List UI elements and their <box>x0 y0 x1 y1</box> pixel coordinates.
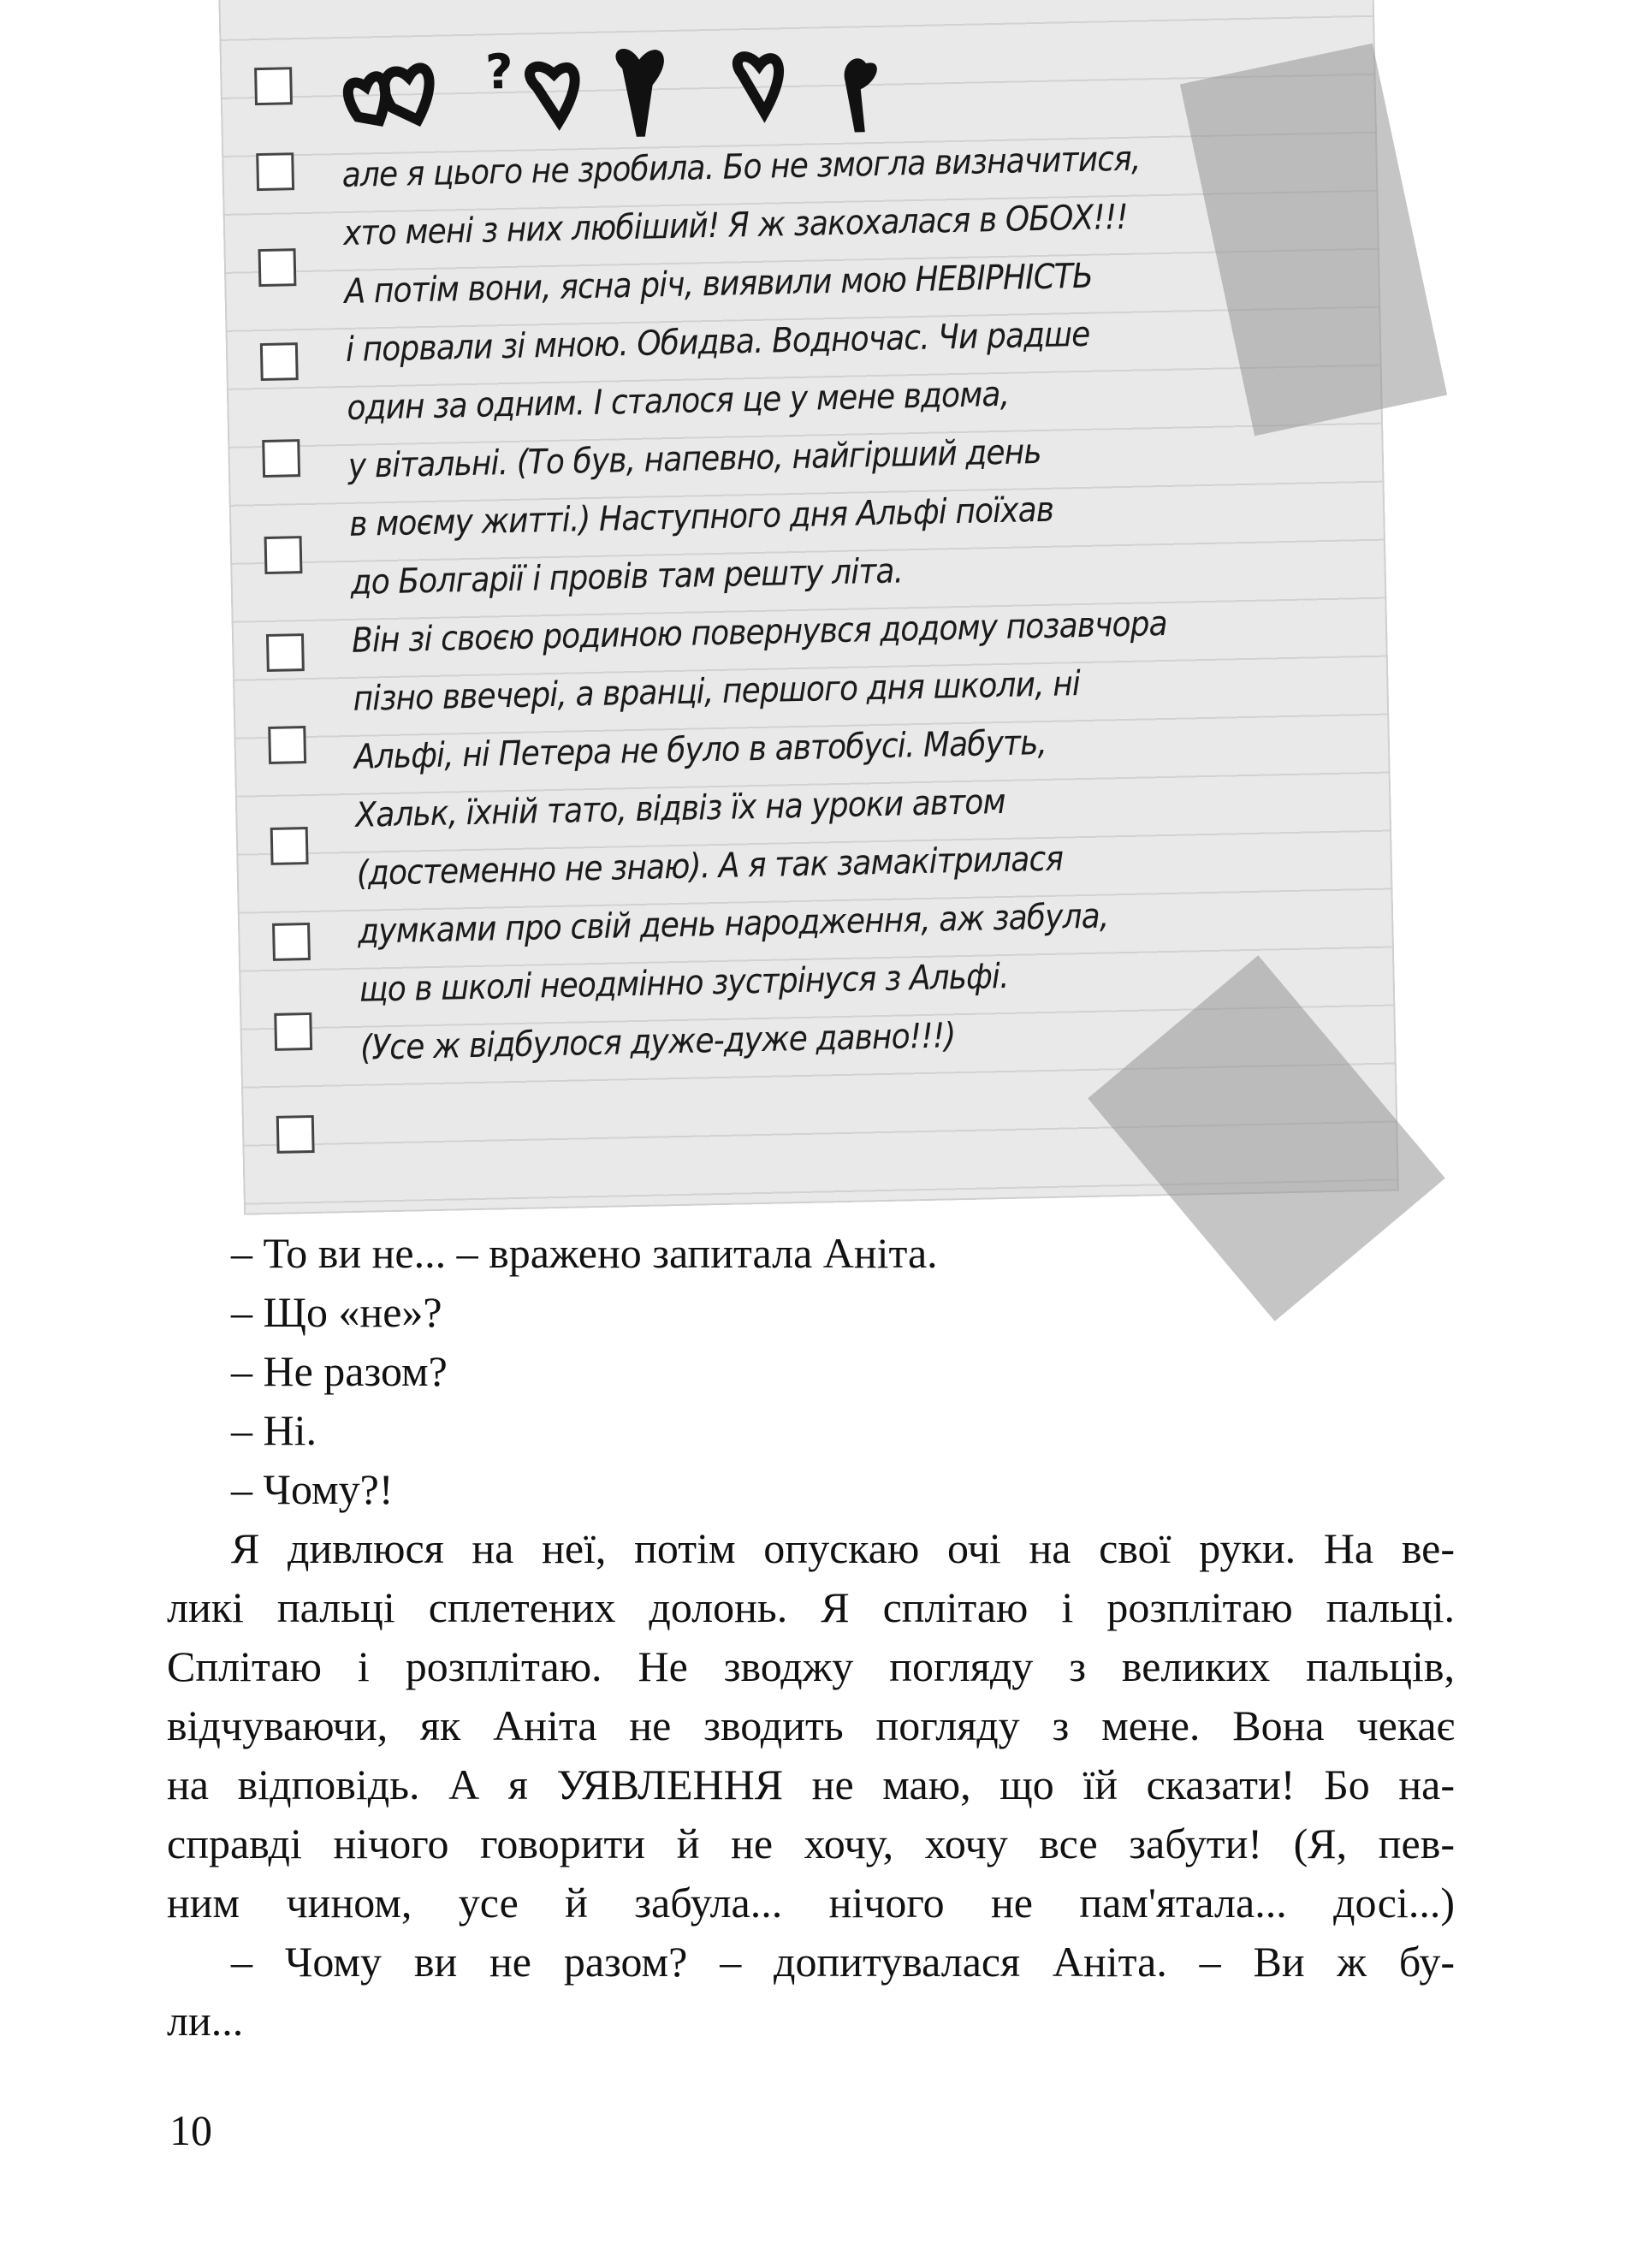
checkbox-icon <box>256 152 294 191</box>
page-number: 10 <box>169 2106 212 2154</box>
checkbox-icon <box>262 439 300 478</box>
note-line: один за одним. І сталося це у мене вдома, <box>346 374 1010 428</box>
note-line: пізно ввечері, а вранці, першого дня школи, ні <box>353 664 1081 719</box>
checkbox-icon <box>264 536 303 574</box>
note-line: до Болгарії і провів там решту літа. <box>350 551 904 603</box>
checkbox-icon <box>274 1012 312 1051</box>
dialogue-line: – Чому ви не разом? – допитувалася Аніта. – Ви ж бу- <box>231 1938 1455 1986</box>
note-line: і порвали зі мною. Обидва. Водночас. Чи радше <box>345 314 1090 370</box>
paragraph-line: ли... <box>167 1997 244 2045</box>
checkbox-icon <box>270 827 309 865</box>
checkbox-icon <box>266 633 305 672</box>
note-line: (Усе ж відбулося дуже-дуже давно!!!) <box>359 1016 956 1068</box>
note-line: в моєму житті.) Наступного дня Альфі поїхав <box>348 490 1054 544</box>
checkbox-icon <box>254 67 293 105</box>
hearts-doodle-icon <box>330 28 932 152</box>
paragraph-line: Я дивлюся на неї, потім опускаю очі на свої руки. На ве- <box>231 1524 1455 1572</box>
paragraph-line: ним чином, усе й забула... нічого не пам'ятала... досі...) <box>167 1879 1455 1927</box>
note-line: що в школі неодмінно зустрінуся з Альфі. <box>359 956 1009 1010</box>
dialogue-line: – Ні. <box>231 1406 317 1454</box>
doodle-question-mark: ? <box>484 44 514 101</box>
dialogue-line: – Чому?! <box>231 1465 394 1513</box>
note-line: хто мені з них любіший! Я ж закохалася в ОБОХ!!! <box>342 197 1129 253</box>
note-line: А потім вони, ясна річ, виявили мою НЕВІРНІСТЬ <box>344 256 1094 312</box>
checkbox-icon <box>258 248 297 287</box>
dialogue-line: – Що «не»? <box>231 1288 442 1336</box>
checkbox-icon <box>272 923 311 961</box>
checkbox-icon <box>268 726 306 764</box>
checkbox-icon <box>260 342 299 381</box>
paragraph-line: ликі пальці сплетених долонь. Я сплітаю і розплітаю пальці. <box>167 1583 1455 1631</box>
paragraph-line: Сплітаю і розплітаю. Не зводжу погляду з великих пальців, <box>167 1642 1455 1690</box>
note-line: Хальк, їхній тато, відвіз їх на уроки автом <box>354 781 1006 835</box>
dialogue-line: – Не разом? <box>231 1347 448 1395</box>
note-line: думками про свій день народження, аж забула, <box>357 896 1109 952</box>
body-text <box>167 1224 1455 2051</box>
checkbox-icon <box>276 1115 315 1154</box>
note-line: (достеменно не знаю). А я так замакітрилася <box>356 839 1064 894</box>
note-line: але я цього не зробила. Бо не змогла визначитися, <box>341 139 1141 196</box>
note-line: Він зі своєю родиною повернувся додому позавчора <box>351 603 1168 661</box>
paragraph-line: справді нічого говорити й не хочу, хочу все забути! (Я, пев- <box>167 1820 1455 1867</box>
paragraph-line: відчуваючи, як Аніта не зводить погляду з мене. Вона чекає <box>167 1701 1455 1749</box>
dialogue-line: – То ви не... – вражено запитала Аніта. <box>231 1229 938 1277</box>
paragraph-line: на відповідь. А я УЯВЛЕННЯ не маю, що їй сказати! Бо на- <box>167 1760 1455 1808</box>
note-line: Альфі, ні Петера не було в автобусі. Мабуть, <box>353 722 1047 777</box>
note-line: у вітальні. (То був, напевно, найгірший день <box>347 431 1042 486</box>
